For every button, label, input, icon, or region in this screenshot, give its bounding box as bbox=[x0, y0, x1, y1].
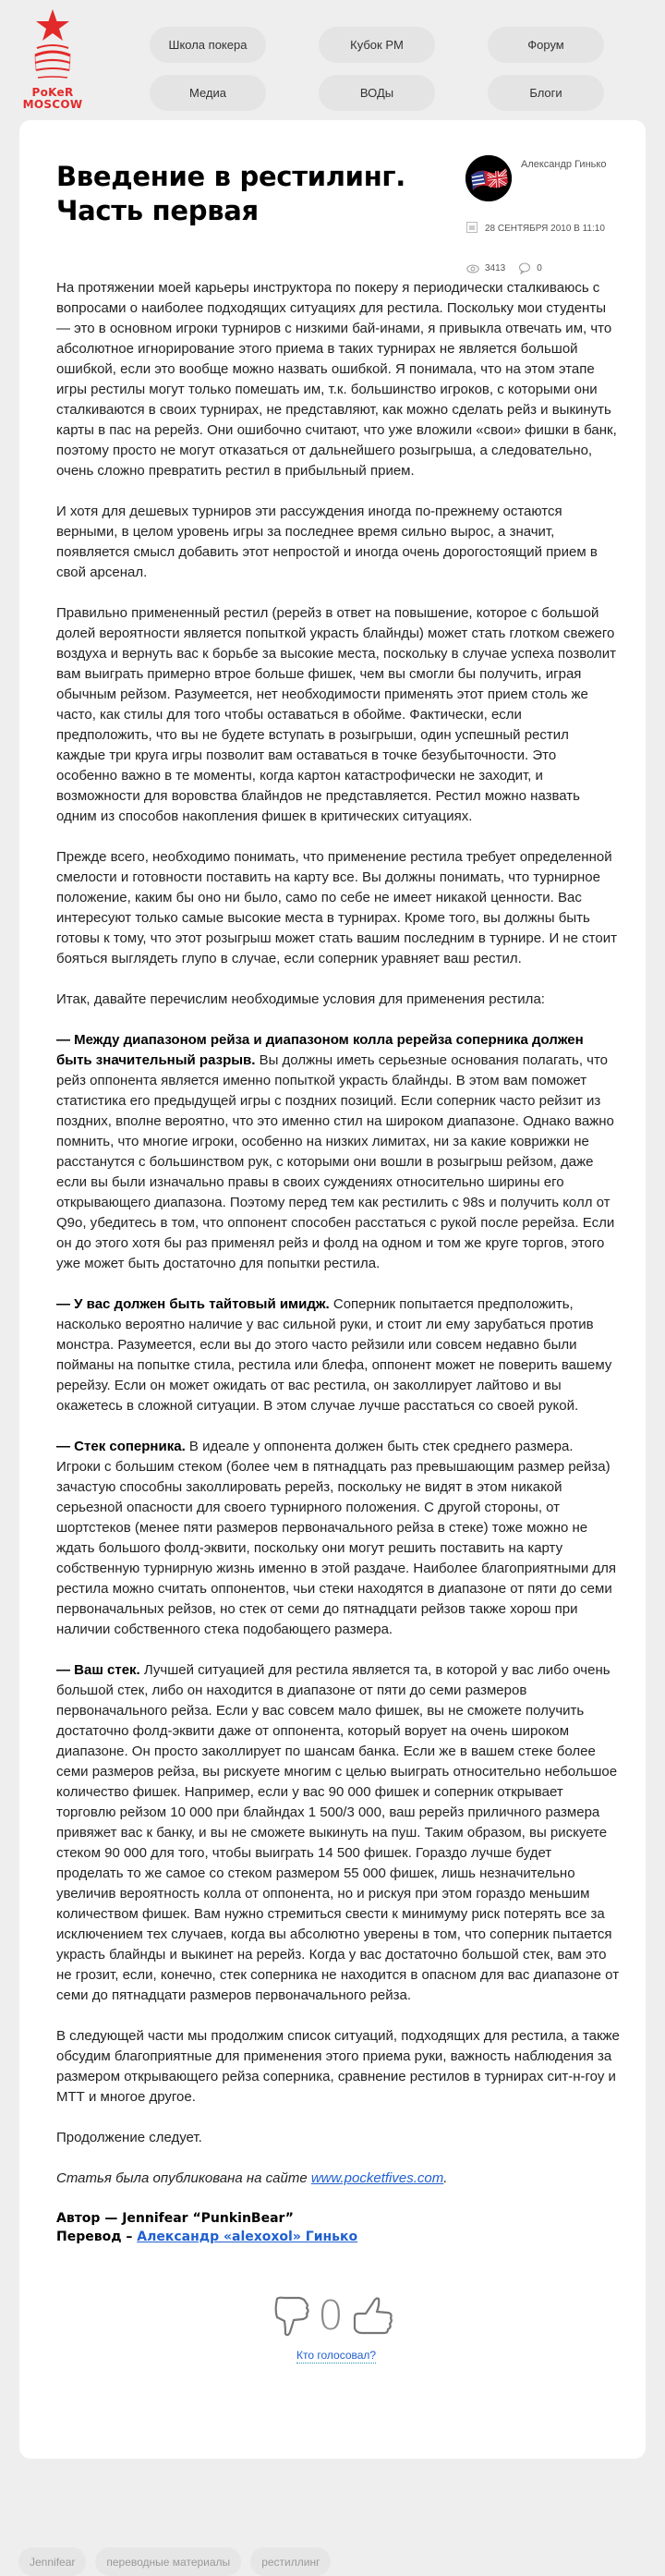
author-name[interactable]: Александр Гинько bbox=[521, 159, 607, 170]
condition-text: Лучшей ситуацией для рестила является та, в которой у вас либо очень большой стек, либо он находится в диапазоне от пяти до семи размеров первоначального рейза. Если у вас совсем мало фишек, вы не сможете получить достаточно фолд-эквити даже от оппонента, который ворует на очень широком диапазоне. Он просто заколлирует по шансам банка. Если же в вашем стеке более семи размеров рейза, вы рискуете многим с целью выиграть относительно небольшое количество фишек. Например, если у вас 90 000 фишек и соперник открывает торговлю рейзом 10 000 при блайндах 1 500/3 000, ваш ререйз приличного размера привяжет вас к банку, и вы не сможете выкинуть на пуш. Таким образом, вы рискуете стеком 90 000 для того, чтобы выиграть 14 500 фишек. Гораздо лучше будет проделать то же самое со стеком размером 55 000 фишек, лишь незначительно увеличив вероятность колла от оппонента, но и рискуя при этом гораздо меньшим количеством фишек. Вам нужно стремиться свести к минимуму риск потерять все за исключением тех случаев, когда вы абсолютно уверены в том, что соперник пытается украсть блайнды и выкинет на ререйз. Когда у вас достаточно большой стек, вам это не грозит, если, конечно, стек соперника не находится в опасном для вас диапазоне от семи до пятнадцати размеров первоначального рейза. bbox=[56, 1662, 620, 2003]
condition-item bbox=[56, 1437, 620, 1640]
condition-text: В идеале у оппонента должен быть стек среднего размера. Игроки с большим стеком (более чем в пятнадцать раз превышающим размер рейза) зачастую способны заколлировать ререйз, поскольку не видят в этом никакой серьезной опасности для своего турнирного положения. С другой стороны, от шортстеков (менее пяти размеров первоначального рейза в стеке) тоже можно не ждать большого фолд-эквити, поскольку они могут решить поставить на карту собственную турнирную жизнь именно в этой раздаче. Наиболее благоприятными для рестила можно считать оппонентов, чьи стеки находятся в диапазоне от пяти до семи первоначальных рейзов, но стек от семи до пятнадцати рейзов также хорош при наличии собственного стека подобающего размера. bbox=[56, 1439, 617, 1637]
publish-date bbox=[466, 220, 605, 237]
article-paragraph: Итак, давайте перечислим необходимые условия для применения рестила: bbox=[56, 991, 545, 1007]
author-avatar[interactable] bbox=[466, 155, 512, 201]
condition-text: Соперник попытается предположить, насколько вероятно наличие у вас сильной руки, и стоит ли ему зарубаться против монстра. Разумеется, если вы до этого часто рейзили или совсем недавно были пойманы на попытке стила, рестила или блефа, оппонент может не поверить вашему ререйзу. Если он может ожидать от вас рестила, он заколлирует лайтово и вы окажетесь в сложной ситуации. В этом случае лучше расстаться со своей рукой. bbox=[56, 1296, 612, 1414]
tag-item[interactable]: рестиллинг bbox=[250, 2547, 331, 2576]
condition-item bbox=[56, 1030, 620, 1274]
condition-text: Вы должны иметь серьезные основания полагать, что рейз оппонента является именно попыткой украсть блайнды. В этом вам поможет статистика его предыдущей игры с поздних позиций. Если соперник часто рейзит из поздних, вполне вероятно, что это именно стил на широком диапазоне. Однако важно помнить, что многие игроки, особенно на низких лимитах, ни за какие коврижки не расстанутся с большинством рук, с которыми они вошли в розыгрыш рейзом, даже если вы были изначально правы в своих суждениях относительно ширины его открывающего диапазона. Поэтому перед тем как рестилить с 98s и получить колл от Q9o, убедитесь в том, что оппонент способен расстаться с рукой после ререйза. Если он до этого хотя бы раз применял рейз и фолд на одном и том же круге торгов, этого уже может быть достаточно для попытки рестила. bbox=[56, 1052, 615, 1271]
condition-heading: — Стек соперника. bbox=[56, 1439, 186, 1454]
who-voted-link[interactable]: Кто голосовал? bbox=[296, 2349, 377, 2362]
thumbs-down-icon[interactable] bbox=[272, 2295, 310, 2338]
publish-date-text: 28 СЕНТЯБРЯ 2010 В 11:10 bbox=[485, 224, 605, 234]
vote-count: 0 bbox=[318, 2292, 344, 2339]
comment-bubble-icon bbox=[518, 262, 531, 274]
tag-item[interactable]: переводные материалы bbox=[95, 2547, 241, 2576]
logo-text-line1: PoKeR bbox=[31, 86, 74, 99]
nav-poker-school[interactable]: Школа покера bbox=[150, 27, 266, 63]
comments-stat[interactable] bbox=[518, 262, 542, 274]
article-paragraph: В следующей части мы продолжим список ситуаций, подходящих для рестила, а также обсудим благоприятные для применения этого приема руки, важность наблюдения за размером открывающего рейза соперника, сравнение рестилов в турнирах сит-н-гоу и МТТ и многое другое. bbox=[56, 2028, 620, 2105]
main-nav bbox=[150, 27, 615, 111]
article-paragraph: На протяжении моей карьеры инструктора по покеру я периодически сталкиваюсь с вопросами о наиболее подходящих ситуациях для рестила. Поскольку мои студенты — это в основном игроки турниров с низкими бай-инами, я привыкла отвечать им, что абсолютное игнорирование этого приема в таких турнирах не является большой ошибкой, если это вообще можно назвать ошибкой. Я понимала, что на этом этапе игры рестилы могут только помешать им, т.к. большинство игроков, с которыми они сталкиваются в своих турнирах, не представляют, как можно сделать рейз и выкинуть карты в пас на ререйз. Они ошибочно считают, что уже вложили «свои» фишки в банк, поэтому просто не могут отказаться от дальнейшего розыгрыша, а следовательно, очень сложно превратить рестил в прибыльный прием. bbox=[56, 280, 617, 479]
tag-list bbox=[18, 2547, 331, 2576]
author-credit: Автор — Jennifear “PunkinBear” bbox=[56, 2211, 294, 2226]
vote-widget bbox=[249, 2289, 416, 2344]
article-title: Введение в рестилинг. Часть первая bbox=[56, 161, 405, 226]
logo-text-line2: MOSCOW bbox=[22, 98, 83, 111]
source-prefix: Статья была опубликована на сайте bbox=[56, 2170, 311, 2186]
translator-prefix: Перевод – bbox=[56, 2230, 138, 2244]
site-header bbox=[0, 0, 665, 120]
calendar-icon bbox=[466, 222, 478, 233]
condition-heading: — Ваш стек. bbox=[56, 1662, 140, 1678]
article-paragraph: Прежде всего, необходимо понимать, что применение рестила требует определенной смелости и готовности поставить на карту все. Вы должны понимать, что турнирное положение, каким бы оно ни было, само по себе не имеет никакой ценности. Вас интересуют только самые высокие места в турнирах. Кроме того, вы должны быть готовы к тому, что этот розыгрыш может стать вашим последним в турнире. И не стоит бояться выглядеть глупо в случае, если соперник уравняет ваш рестил. bbox=[56, 849, 617, 966]
nav-vods[interactable]: ВОДы bbox=[319, 75, 435, 111]
condition-item bbox=[56, 1294, 620, 1416]
translator-link[interactable]: Александр «alexoxol» Гинько bbox=[137, 2230, 358, 2244]
condition-heading: — У вас должен быть тайтовый имидж. bbox=[56, 1296, 330, 1312]
translator-credit bbox=[56, 2228, 620, 2246]
nav-pm-cup[interactable]: Кубок PM bbox=[319, 27, 435, 63]
nav-blogs[interactable]: Блоги bbox=[488, 75, 604, 111]
thumbs-up-icon[interactable] bbox=[351, 2295, 393, 2338]
source-suffix: . bbox=[443, 2170, 448, 2186]
site-logo[interactable] bbox=[20, 7, 85, 111]
article-paragraph: Правильно примененный рестил (ререйз в ответ на повышение, которое с большой долей вероятности является попыткой украсть блайнды) может стать глотком свежего воздуха и вернуть вас к борьбе за высокие места, поскольку в случае успеха позволит вам выиграть примерно втрое больше фишек, чем вы смогли бы получить, играя обычным рейзом. Разумеется, нет необходимости применять этот прием столь же часто, как стилы для того чтобы оставаться в обойме. Фактически, если предположить, что вы не будете вступать в розыгрыши, один успешный рестил каждые три круга игры позволит вам оставаться в точке безубыточности. Это особенно важно в те моменты, когда картон катастрофически не заходит, и возможности для воровства блайндов не представляется. Рестил можно назвать одним из способов накопления фишек в критических ситуациях. bbox=[56, 605, 617, 824]
article-paragraph: И хотя для дешевых турниров эти рассуждения иногда по-прежнему остаются верными, в целом уровень игры за последнее время сильно вырос, а значит, появляется смысл добавить этот непростой и иногда очень дорогостоящий прием в свой арсенал. bbox=[56, 504, 598, 580]
source-note bbox=[56, 2169, 620, 2189]
nav-media[interactable]: Медиа bbox=[150, 75, 266, 111]
nav-forum[interactable]: Форум bbox=[488, 27, 604, 63]
condition-heading: — Между диапазоном рейза и диапазоном колла ререйза соперника должен быть значительный разрыв. bbox=[56, 1032, 584, 1068]
article-card bbox=[19, 120, 646, 2459]
views-count: 3413 bbox=[485, 263, 506, 273]
article-paragraph: Продолжение следует. bbox=[56, 2130, 202, 2145]
condition-item bbox=[56, 1660, 620, 2006]
views-stat bbox=[466, 263, 505, 273]
flag-avatar-icon bbox=[466, 155, 512, 201]
credits bbox=[56, 2209, 620, 2246]
source-link[interactable]: www.pocketfives.com bbox=[310, 2170, 444, 2186]
article-body bbox=[56, 278, 620, 2246]
eye-icon bbox=[466, 264, 479, 273]
poker-moscow-logo-icon bbox=[20, 7, 85, 85]
article-stats bbox=[466, 262, 555, 274]
tag-item[interactable]: Jennifear bbox=[18, 2547, 86, 2576]
comments-count: 0 bbox=[537, 263, 542, 273]
logo-text bbox=[20, 87, 85, 111]
